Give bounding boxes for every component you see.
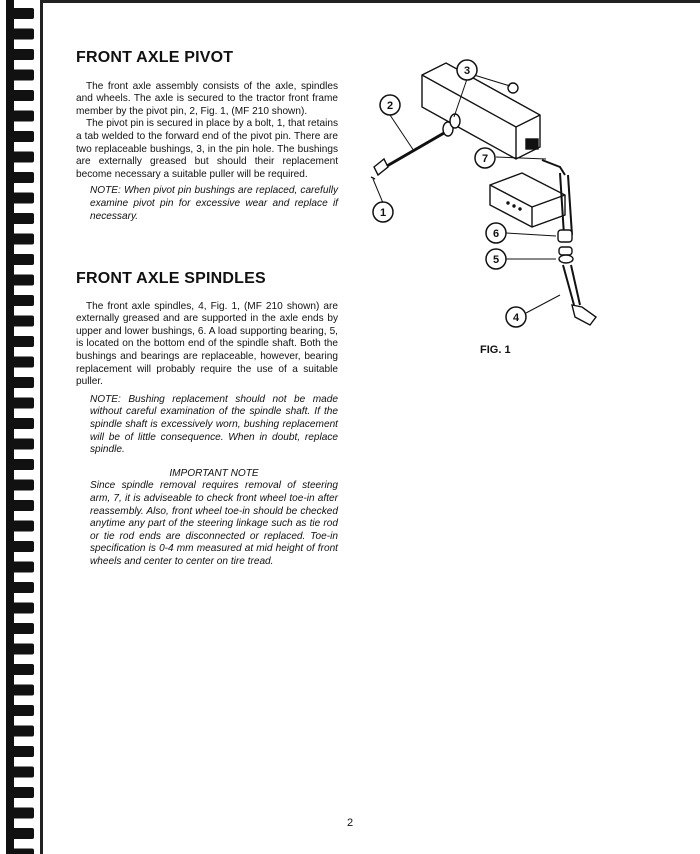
binding-coil (10, 131, 34, 142)
spindles-paragraph-1: The front axle spindles, 4, Fig. 1, (MF 210 shown) are externally greased and are supported in the axle ends by upper and lower bushings, 6. A load supporting bearing, 5, is located on the bottom end of the spindle shaft. Both the bushings and bearings are replaceable, however, bearing replacement will probably require the use of a suitable puller. (76, 300, 338, 388)
binding-coil (10, 623, 34, 634)
binding-coil (10, 70, 34, 81)
binding-coil (10, 418, 34, 429)
binding-coil (10, 8, 34, 19)
binding-coil (10, 295, 34, 306)
binding-coil (10, 172, 34, 183)
binding-coil (10, 193, 34, 204)
pivot-note: NOTE: When pivot pin bushings are replaced, carefully examine pivot pin for excessive wear and replace if necessary. (90, 185, 338, 222)
binding-coil (10, 562, 34, 573)
binding-coil (10, 275, 34, 286)
binding-coil (10, 828, 34, 839)
binding-coil (10, 541, 34, 552)
binding-coil (10, 685, 34, 696)
heading-front-axle-pivot: FRONT AXLE PIVOT (76, 49, 234, 66)
binding-coil (10, 787, 34, 798)
callout-2: 2 (386, 100, 394, 112)
section-front-axle-spindles (76, 270, 338, 568)
binding-coil (10, 377, 34, 388)
binding-coil (10, 459, 34, 470)
binding-coil (10, 152, 34, 163)
page-number: 2 (346, 817, 354, 829)
binding-coil (10, 500, 34, 511)
binding-coil (10, 213, 34, 224)
binding-coil (10, 767, 34, 778)
binding-coil (10, 746, 34, 757)
binding-coil (10, 603, 34, 614)
callout-7: 7 (481, 153, 489, 165)
front-axle-exploded-diagram (360, 55, 620, 340)
callout-3: 3 (463, 65, 471, 77)
binding-coil (10, 480, 34, 491)
callout-6: 6 (492, 228, 500, 240)
binding-coil (10, 49, 34, 60)
callout-4: 4 (512, 312, 520, 324)
binding-coil (10, 111, 34, 122)
binding-coil (10, 336, 34, 347)
binding-coil (10, 29, 34, 40)
binding-coil (10, 705, 34, 716)
page-edge-left (40, 0, 43, 854)
binding-coil (10, 726, 34, 737)
callout-1: 1 (379, 207, 387, 219)
binding-coil (10, 439, 34, 450)
spiral-binding (0, 0, 44, 854)
important-note-body: Since spindle removal requires removal of steering arm, 7, it is adviseable to check front wheel toe-in after reassembly. Also, front wheel toe-in should be checked anytime any part of the steering linkage such as tie rod or tie rod ends are disconnected or replaced. Toe-in specification is 0-4 mm measured at mid height of front wheels and center to center on tire tread. (90, 480, 338, 567)
binding-coil (10, 90, 34, 101)
binding-coil (10, 357, 34, 368)
important-note-title: IMPORTANT NOTE (169, 467, 259, 479)
binding-coil (10, 664, 34, 675)
callout-5: 5 (492, 254, 500, 266)
binding-coil (10, 849, 34, 854)
pivot-paragraph-1: The front axle assembly consists of the axle, spindles and wheels. The axle is secured to the tractor front frame member by the pivot pin, 2, Fig. 1, (MF 210 shown). (76, 80, 338, 117)
section-front-axle-pivot (76, 49, 338, 223)
binding-coil (10, 644, 34, 655)
figure-label: FIG. 1 (480, 344, 511, 356)
binding-coil (10, 398, 34, 409)
binding-coil (10, 521, 34, 532)
pivot-paragraph-2: The pivot pin is secured in place by a bolt, 1, that retains a tab welded to the forward end of the pivot pin. There are two replaceable bushings, 3, in the pin hole. The bushings are externally greased but should their replacement become necessary a suitable puller will be required. (76, 118, 338, 180)
binding-coil (10, 582, 34, 593)
page-edge-top (40, 0, 700, 3)
spindles-note: NOTE: Bushing replacement should not be made without careful examination of the spindle shaft. If the spindle shaft is excessively worn, bushing replacement will be of little consequence. When in doubt, replace spindle. (90, 393, 338, 456)
binding-coil (10, 234, 34, 245)
binding-coil (10, 254, 34, 265)
heading-front-axle-spindles: FRONT AXLE SPINDLES (76, 270, 266, 287)
binding-coil (10, 316, 34, 327)
binding-coil (10, 808, 34, 819)
